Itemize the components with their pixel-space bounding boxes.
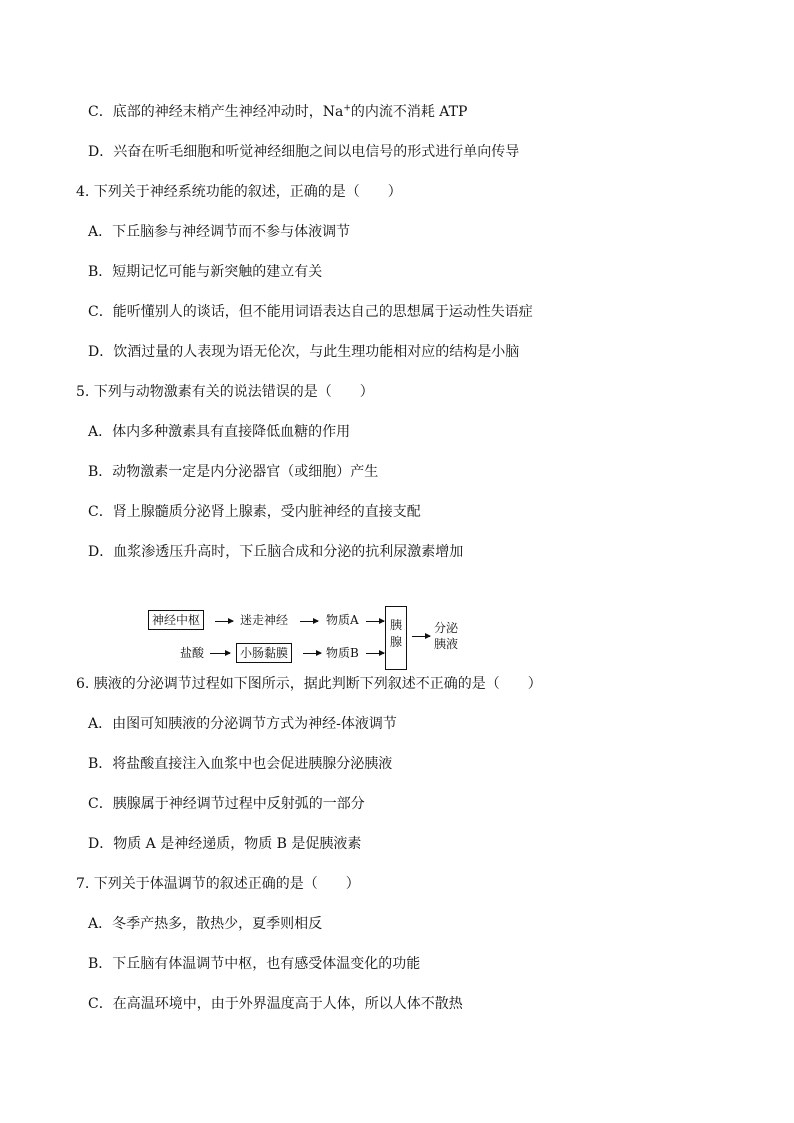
q5-option-d: D．血浆渗透压升高时，下丘脑合成和分泌的抗利尿激素增加 xyxy=(88,544,464,560)
intestinal-mucosa-box: 小肠黏膜 xyxy=(236,643,292,663)
q4-stem: 4. 下列关于神经系统功能的叙述，正确的是（ ） xyxy=(76,184,402,200)
q6-option-d: D．物质 A 是神经递质，物质 B 是促胰液素 xyxy=(88,836,362,852)
q6-option-b: B．将盐酸直接注入血浆中也会促进胰腺分泌胰液 xyxy=(88,756,393,772)
q7-option-a: A．冬季产热多，散热少，夏季则相反 xyxy=(88,916,323,932)
q6-option-c: C．胰腺属于神经调节过程中反射弧的一部分 xyxy=(88,796,365,812)
q5-option-a: A．体内多种激素具有直接降低血糖的作用 xyxy=(88,424,351,440)
q7-option-c: C．在高温环境中，由于外界温度高于人体，所以人体不散热 xyxy=(88,996,463,1012)
q5-option-c: C．肾上腺髓质分泌肾上腺素，受内脏神经的直接支配 xyxy=(88,504,421,520)
substance-a-label: 物质A xyxy=(326,613,359,627)
arrow xyxy=(303,653,321,654)
secrete-label-bottom: 胰液 xyxy=(434,637,459,651)
q5-option-b: B．动物激素一定是内分泌器官（或细胞）产生 xyxy=(88,464,379,480)
q4-option-b: B．短期记忆可能与新突触的建立有关 xyxy=(88,264,323,280)
q3-option-c-text-end: 的内流不消耗 ATP xyxy=(350,104,468,120)
q7-stem: 7. 下列关于体温调节的叙述正确的是（ ） xyxy=(76,876,360,892)
nerve-center-box: 神经中枢 xyxy=(148,610,204,630)
hcl-label: 盐酸 xyxy=(180,646,205,660)
secrete-pancreatic-juice-label xyxy=(434,620,458,652)
arrow xyxy=(300,621,318,622)
arrow xyxy=(215,621,233,622)
arrow xyxy=(366,653,384,654)
pancreas-box xyxy=(385,606,407,670)
q6-option-a: A．由图可知胰液的分泌调节方式为神经-体液调节 xyxy=(88,716,397,732)
q3-option-c xyxy=(88,102,467,122)
vagus-nerve-label: 迷走神经 xyxy=(240,613,289,627)
q3-option-d: D．兴奋在听毛细胞和听觉神经细胞之间以电信号的形式进行单向传导 xyxy=(88,144,520,160)
pancreas-regulation-diagram xyxy=(140,600,480,672)
superscript: + xyxy=(343,103,351,114)
q4-option-c: C．能听懂别人的谈话，但不能用词语表达自己的思想属于运动性失语症 xyxy=(88,304,533,320)
pancreas-char-top: 胰 xyxy=(389,618,402,632)
arrow xyxy=(366,621,384,622)
q5-stem: 5. 下列与动物激素有关的说法错误的是（ ） xyxy=(76,384,374,400)
q3-option-c-text: C．底部的神经末梢产生神经冲动时，Na xyxy=(88,104,344,120)
substance-b-label: 物质B xyxy=(326,646,359,660)
secrete-label-top: 分泌 xyxy=(434,621,459,635)
pancreas-char-bottom: 腺 xyxy=(389,635,402,649)
arrow xyxy=(210,653,230,654)
q6-stem: 6. 胰液的分泌调节过程如下图所示，据此判断下列叙述不正确的是（ ） xyxy=(76,676,542,692)
q7-option-b: B．下丘脑有体温调节中枢，也有感受体温变化的功能 xyxy=(88,956,421,972)
q4-option-d: D．饮酒过量的人表现为语无伦次，与此生理功能相对应的结构是小脑 xyxy=(88,344,520,360)
arrow xyxy=(412,636,430,637)
q4-option-a: A．下丘脑参与神经调节而不参与体液调节 xyxy=(88,224,351,240)
